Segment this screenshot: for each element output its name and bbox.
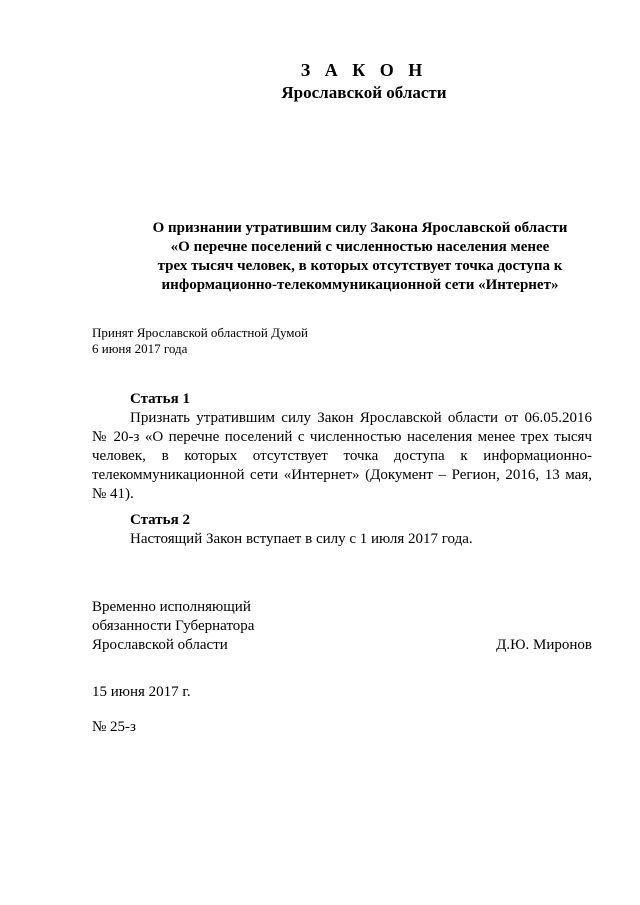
- law-title-line: «О перечне поселений с численностью населения менее: [170, 239, 550, 255]
- adoption-date: 6 июня 2017 года: [92, 341, 188, 356]
- law-heading: З А К О Н: [300, 60, 428, 80]
- region-heading: Ярославской области: [281, 83, 447, 102]
- article-line: Признать утратившим силу Закон Ярославской области от 06.05.2016: [130, 410, 592, 426]
- article-line: человек, в которых отсутствует точка доступа к информационно-: [92, 448, 592, 464]
- article-heading: Статья 2: [130, 512, 190, 528]
- article-line: № 20-з «О перечне поселений с численностью населения менее трех тысяч: [92, 429, 592, 445]
- article-line: Настоящий Закон вступает в силу с 1 июля 2017 года.: [130, 531, 473, 547]
- law-number: № 25-з: [92, 719, 136, 735]
- signer-position-line: Временно исполняющий: [92, 599, 251, 615]
- law-title-line: информационно-телекоммуникационной сети «Интернет»: [161, 277, 559, 293]
- law-title-line: трех тысяч человек, в которых отсутствует точка доступа к: [157, 258, 563, 274]
- article-body: [92, 409, 592, 504]
- article-body: [92, 530, 592, 549]
- signer-position-line: обязанности Губернатора: [92, 618, 255, 634]
- law-title: [110, 219, 610, 295]
- signer-name: Д.Ю. Миронов: [496, 637, 592, 653]
- article-line: телекоммуникационной сети «Интернет» (Документ – Регион, 2016, 13 мая,: [92, 467, 592, 483]
- article-1: [92, 390, 592, 504]
- law-title-line: О признании утратившим силу Закона Ярославской области: [152, 220, 568, 236]
- article-heading: Статья 1: [130, 391, 190, 407]
- adoption-note: [92, 325, 308, 357]
- signature-block: [92, 598, 592, 655]
- signer-position-line: Ярославской области: [92, 637, 228, 653]
- article-line: № 41).: [92, 486, 134, 502]
- adoption-body: Принят Ярославской областной Думой: [92, 325, 308, 340]
- signing-date: 15 июня 2017 г.: [92, 684, 191, 700]
- article-2: [92, 511, 592, 549]
